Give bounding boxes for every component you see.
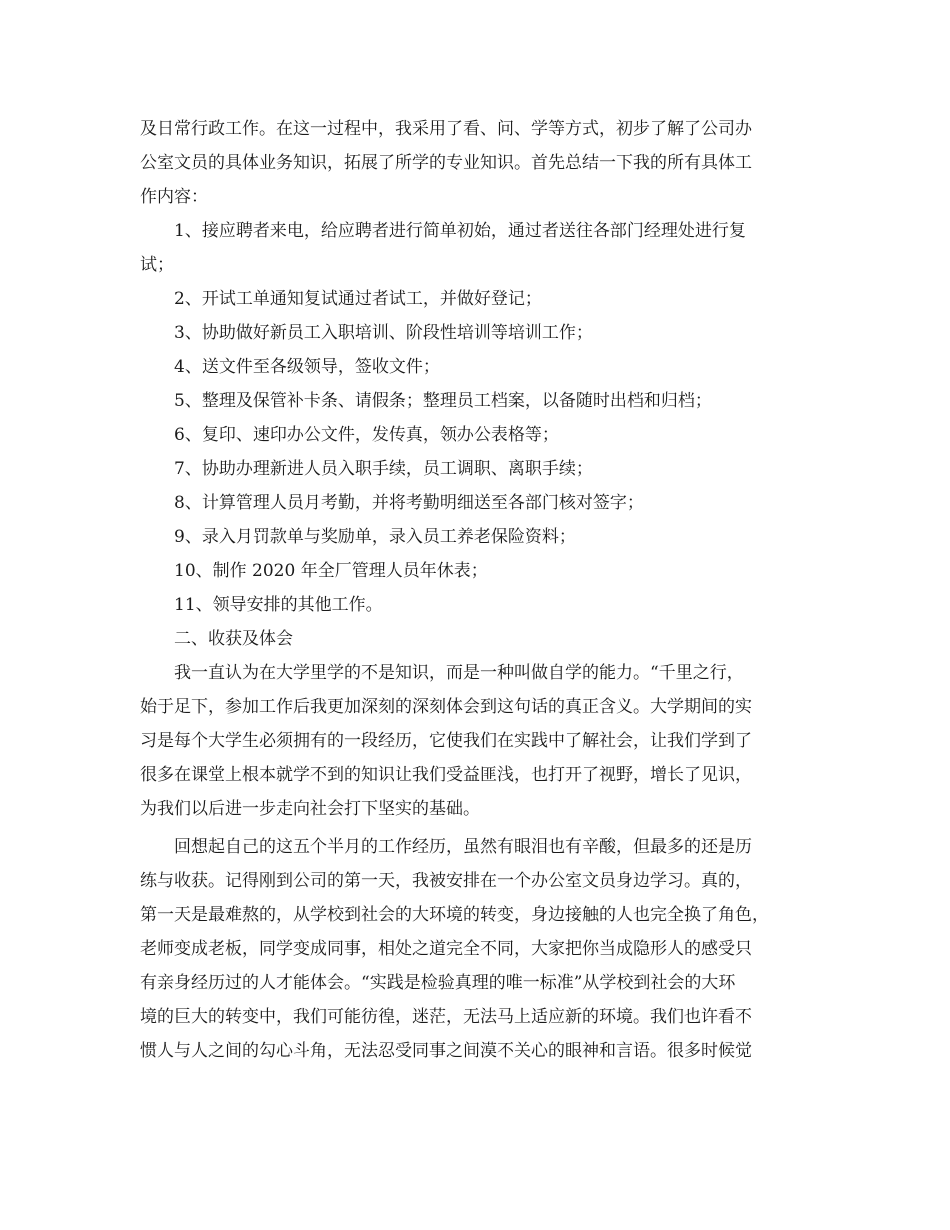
list-item: 11、领导安排的其他工作。 (174, 595, 383, 615)
list-item: 4、送文件至各级领导，签收文件； (174, 357, 440, 377)
intro-line: 作内容： (140, 187, 208, 207)
list-item-1-line: 试； (140, 255, 174, 275)
intro-line: 公室文员的具体业务知识，拓展了所学的专业知识。首先总结一下我的所有具体工 (140, 153, 752, 173)
paragraph-2-line: 第一天是最难熬的，从学校到社会的大环境的转变，身边接触的人也完全换了角色， (140, 905, 769, 925)
paragraph-1-line: 我一直认为在大学里学的不是知识，而是一种叫做自学的能力。“千里之行， (174, 663, 744, 683)
paragraph-1-line: 始于足下，参加工作后我更加深刻的深刻体会到这句话的真正含义。大学期间的实 (140, 697, 752, 717)
list-item-1-line: 1、接应聘者来电，给应聘者进行简单初始，通过者送往各部门经理处进行复 (174, 221, 746, 241)
list-item: 2、开试工单通知复试通过者试工，并做好登记； (174, 289, 542, 309)
list-item: 7、协助办理新进人员入职手续，员工调职、离职手续； (174, 459, 593, 479)
section-heading: 二、收获及体会 (174, 629, 293, 649)
list-item: 10、制作 2020 年全厂管理人员年休表； (174, 561, 488, 581)
paragraph-2-line: 境的巨大的转变中，我们可能彷徨，迷茫，无法马上适应新的环境。我们也许看不 (140, 1007, 752, 1027)
paragraph-2-line: 老师变成老板，同学变成同事，相处之道完全不同，大家把你当成隐形人的感受只 (140, 939, 752, 959)
document-body (140, 112, 830, 1068)
paragraph-2-line: 练与收获。记得刚到公司的第一天，我被安排在一个办公室文员身边学习。真的， (140, 871, 752, 891)
paragraph-2-line: 回想起自己的这五个半月的工作经历，虽然有眼泪也有辛酸，但最多的还是历 (174, 837, 752, 857)
paragraph-1-line: 很多在课堂上根本就学不到的知识让我们受益匪浅，也打开了视野，增长了见识， (140, 765, 752, 785)
paragraph-1-line: 为我们以后进一步走向社会打下坚实的基础。 (140, 799, 480, 819)
paragraph-2-line: 有亲身经历过的人才能体会。“实践是检验真理的唯一标准”从学校到社会的大环 (140, 973, 736, 993)
list-item: 5、整理及保管补卡条、请假条；整理员工档案，以备随时出档和归档； (174, 391, 712, 411)
paragraph-2-line: 惯人与人之间的勾心斗角，无法忍受同事之间漠不关心的眼神和言语。很多时候觉 (140, 1041, 752, 1061)
intro-line: 及日常行政工作。在这一过程中，我采用了看、问、学等方式，初步了解了公司办 (140, 119, 752, 139)
list-item: 3、协助做好新员工入职培训、阶段性培训等培训工作； (174, 323, 593, 343)
list-item: 6、复印、速印办公文件，发传真，领办公表格等； (174, 425, 559, 445)
list-item: 9、录入月罚款单与奖励单，录入员工养老保险资料； (174, 527, 576, 547)
paragraph-1-line: 习是每个大学生必须拥有的一段经历，它使我们在实践中了解社会，让我们学到了 (140, 731, 752, 751)
list-item: 8、计算管理人员月考勤，并将考勤明细送至各部门核对签字； (174, 493, 644, 513)
